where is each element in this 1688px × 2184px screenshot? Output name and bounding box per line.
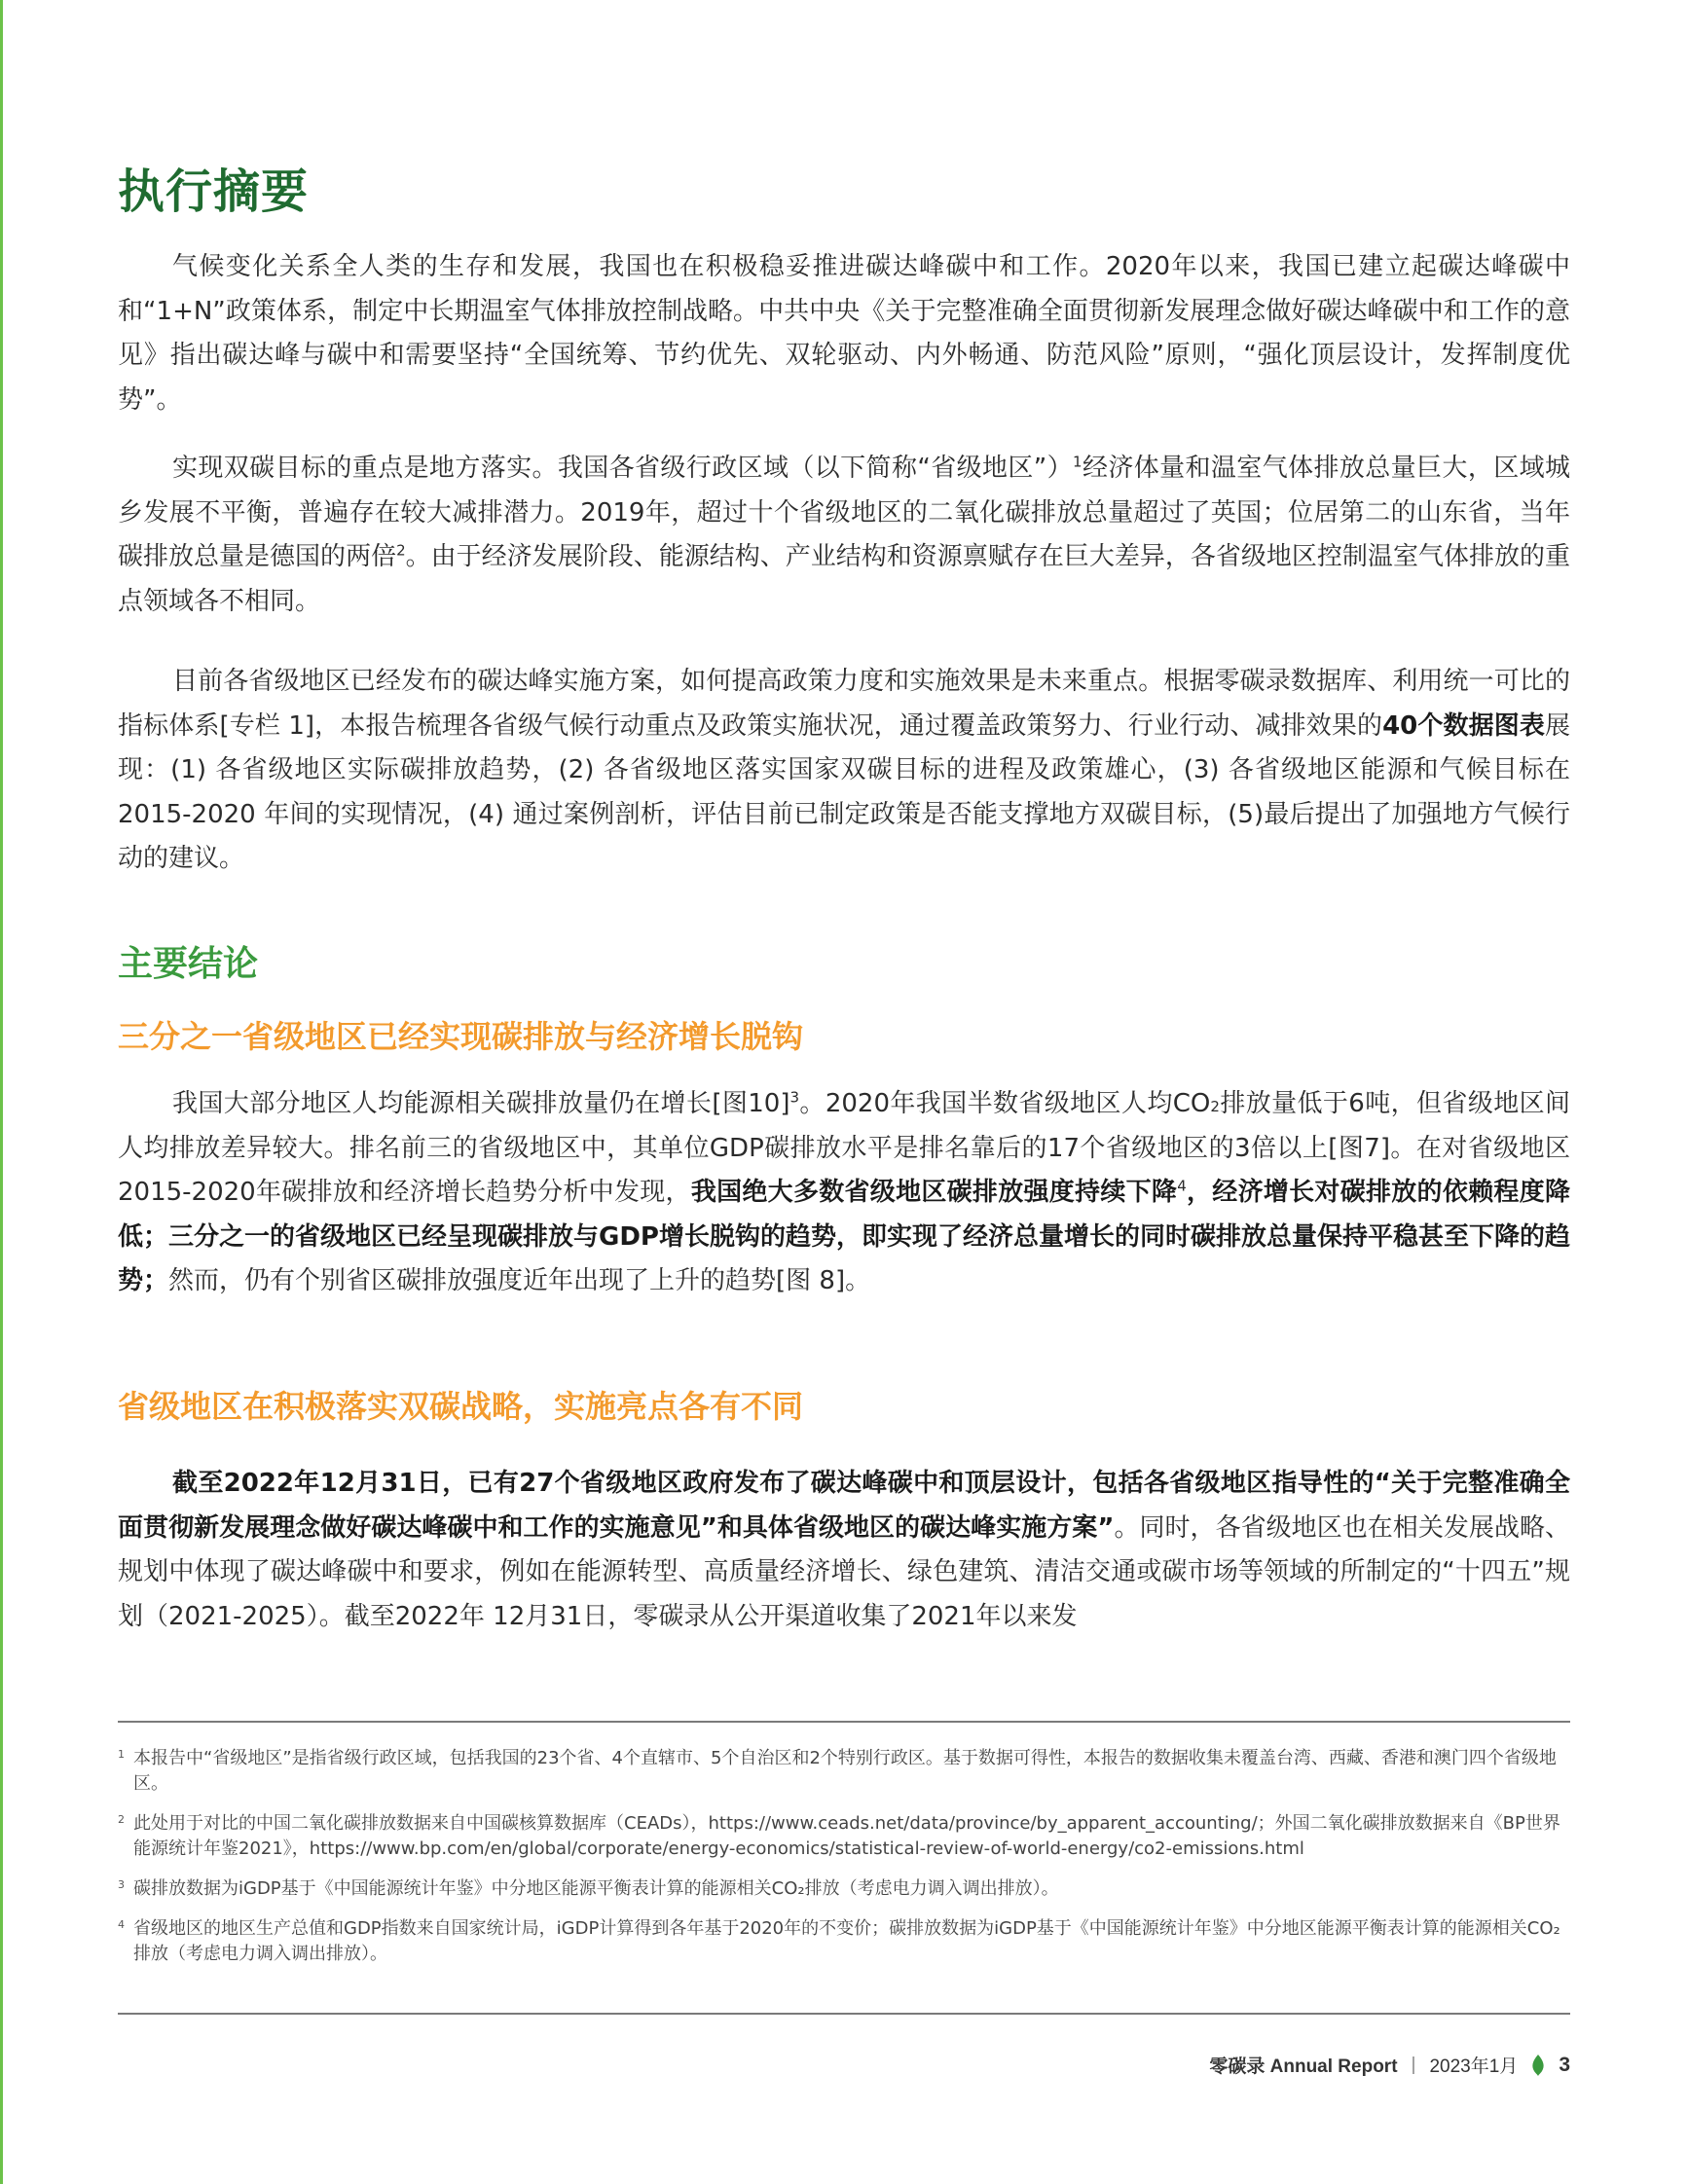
footnote-item — [118, 1746, 1570, 1797]
footnote-number: 4 — [118, 1918, 125, 1931]
page-title: 执行摘要 — [118, 164, 310, 219]
footnote-item — [118, 1876, 1570, 1902]
footnote-ref-1[interactable]: 1 — [1073, 453, 1083, 471]
intro-p3-text-b: 展现：(1) 各省级地区实际碳排放趋势，(2) 各省级地区落实国家双碳目标的进程及政策雄心，(3) 各省级地区能源和气候目标在 2015-2020 年间的实现情况，(4) 通过案例剖析，评估目前已制定政策是否能支撑地方双碳目标，(5)最后提出了加强地方气候行动的建议。 — [118, 710, 1570, 873]
c1-bold-b: ，经济增长对碳排放的依赖程度降低；三分之一的省级地区已经呈现碳排放与GDP增长脱钩的趋势，即实现了经济总量增长的同时碳排放总量保持平稳甚至下降的趋势； — [118, 1178, 1570, 1295]
conclusion-paragraph-1 — [118, 1082, 1570, 1304]
footnote-number: 1 — [118, 1748, 125, 1761]
footnote-divider — [118, 1721, 1570, 1723]
footer-brand: 零碳录 Annual Report — [1209, 2057, 1398, 2077]
footnote-ref-3[interactable]: 3 — [789, 1088, 800, 1107]
footnote-ref-2[interactable]: 2 — [396, 541, 406, 560]
footnote-number: 2 — [118, 1813, 125, 1826]
footnote-text: 碳排放数据为iGDP基于《中国能源统计年鉴》中分地区能源平衡表计算的能源相关CO₂排放（考虑电力调入调出排放）。 — [133, 1878, 1059, 1899]
c1-text-b: 。2020年我国半数省级地区人均CO — [799, 1089, 1211, 1118]
page-edge-accent — [0, 0, 3, 2184]
intro-p2-text-a: 实现双碳目标的重点是地方落实。我国各省级行政区域（以下简称“省级地区”） — [172, 454, 1074, 483]
footnote-text: 此处用于对比的中国二氧化碳排放数据来自中国碳核算数据库（CEADs），https://www.ceads.net/data/province/by_apparent_accounting/；外国二氧化碳排放数据来自《BP世界能源统计年鉴2021》，https://www.bp.com/en/global/corporate/energy-economics/statistical-review-of-world-energy/co2-emissions.html — [133, 1813, 1560, 1859]
conclusion-paragraph-2 — [118, 1462, 1570, 1639]
subsection-title-decoupling: 三分之一省级地区已经实现碳排放与经济增长脱钩 — [118, 1018, 804, 1055]
c1-text-d: 然而，仍有个别省区碳排放强度近年出现了上升的趋势[图 8]。 — [168, 1266, 871, 1295]
footnotes — [118, 1746, 1570, 1982]
intro-paragraph-3 — [118, 660, 1570, 882]
footnote-item — [118, 1811, 1570, 1862]
footnote-text: 本报告中“省级地区”是指省级行政区域，包括我国的23个省、4个直辖市、5个自治区和2个特别行政区。基于数据可得性，本报告的数据收集未覆盖台湾、西藏、香港和澳门四个省级地区。 — [133, 1748, 1557, 1794]
intro-p3-text-a: 目前各省级地区已经发布的碳达峰实施方案，如何提高政策力度和实施效果是未来重点。根据零碳录数据库、利用统一可比的指标体系[专栏 1]，本报告梳理各省级气候行动重点及政策实施状况，通过覆盖政策努力、行业行动、减排效果的 — [118, 667, 1570, 741]
c2-text: 。同时，各省级地区也在相关发展战略、规划中体现了碳达峰碳中和要求，例如在能源转型、高质量经济增长、绿色建筑、清洁交通或碳市场等领域的所制定的“十四五”规划（2021-2025）。截至2022年 12月31日，零碳录从公开渠道收集了2021年以来发 — [118, 1512, 1570, 1631]
footer-divider — [118, 2013, 1570, 2015]
footer-separator: | — [1411, 2054, 1416, 2075]
footnote-text: 省级地区的地区生产总值和GDP指数来自国家统计局，iGDP计算得到各年基于2020年的不变价；碳排放数据为iGDP基于《中国能源统计年鉴》中分地区能源平衡表计算的能源相关CO₂排放（考虑电力调入调出排放）。 — [133, 1918, 1560, 1964]
intro-paragraph-2 — [118, 447, 1570, 624]
intro-p2-text-c: 。由于经济发展阶段、能源结构、产业结构和资源禀赋存在巨大差异，各省级地区控制温室气体排放的重点领域各不相同。 — [118, 542, 1570, 616]
c1-text-c: 排放量低于6吨，但省级地区间人均排放差异较大。排名前三的省级地区中，其单位GDP碳排放水平是排名靠后的17个省级地区的3倍以上[图7]。在对省级地区2015-2020年碳排放和经济增长趋势分析中发现， — [118, 1089, 1571, 1207]
subsection-title-implementation: 省级地区在积极落实双碳战略，实施亮点各有不同 — [118, 1388, 804, 1425]
intro-p1-text: 气候变化关系全人类的生存和发展，我国也在积极稳妥推进碳达峰碳中和工作。2020年以来，我国已建立起碳达峰碳中和“1+N”政策体系，制定中长期温室气体排放控制战略。中共中央《关于完整准确全面贯彻新发展理念做好碳达峰碳中和工作的意见》指出碳达峰与碳中和需要坚持“全国统筹、节约优先、双轮驱动、内外畅通、防范风险”原则，“强化顶层设计，发挥制度优势”。 — [118, 252, 1570, 415]
c1-bold-a: 我国绝大多数省级地区碳排放强度持续下降 — [690, 1178, 1178, 1207]
page-footer — [1209, 2052, 1570, 2078]
c2-bold: 截至2022年12月31日，已有27个省级地区政府发布了碳达峰碳中和顶层设计，包括各省级地区指导性的“关于完整准确全面贯彻新发展理念做好碳达峰碳中和工作的实施意见”和具体省级地区的碳达峰实施方案” — [118, 1469, 1570, 1543]
leaf-icon — [1531, 2055, 1545, 2076]
footnote-item — [118, 1916, 1570, 1967]
section-title-main-conclusions: 主要结论 — [118, 944, 259, 984]
footnote-number: 3 — [118, 1878, 125, 1891]
co2-subscript: 2 — [1210, 1098, 1220, 1115]
footnote-ref-4[interactable]: 4 — [1177, 1177, 1187, 1195]
intro-p3-highlight: 40个数据图表 — [1382, 710, 1545, 741]
page-number: 3 — [1559, 2053, 1570, 2076]
footer-date: 2023年1月 — [1429, 2057, 1519, 2077]
intro-p2-text-b: 经济体量和温室气体排放总量巨大，区域城乡发展不平衡，普遍存在较大减排潜力。2019年，超过十个省级地区的二氧化碳排放总量超过了英国；位居第二的山东省，当年碳排放总量是德国的两倍 — [118, 454, 1570, 571]
c1-text-a: 我国大部分地区人均能源相关碳排放量仍在增长[图10] — [172, 1089, 790, 1118]
intro-paragraph-1 — [118, 245, 1570, 422]
